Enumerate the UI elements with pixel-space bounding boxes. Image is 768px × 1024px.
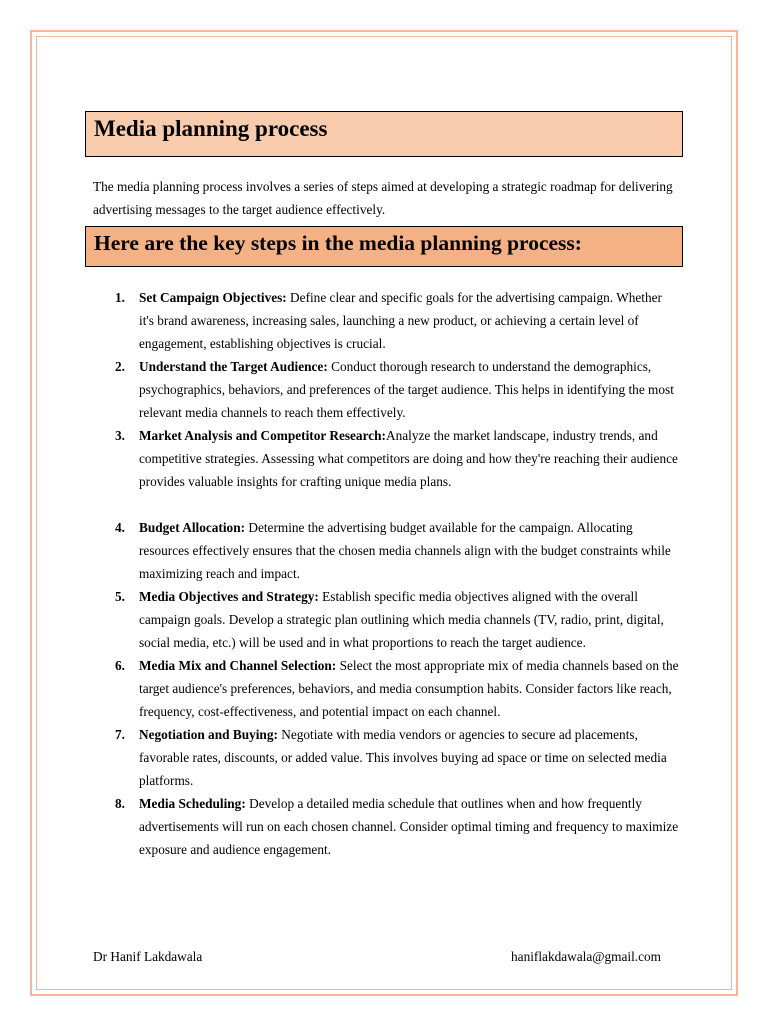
step-title: Budget Allocation: [139, 520, 246, 535]
list-item [115, 516, 679, 585]
step-text: Negotiate with media vendors or agencies to secure ad placements, favorable rates, discounts, or added value. This involves buying ad space or time on selected media platforms. [139, 727, 667, 788]
step-number: 7. [115, 727, 125, 742]
step-text: Develop a detailed media schedule that outlines when and how frequently advertisements will run on each chosen channel. Consider optimal timing and frequency to maximize exposure and audience engagement. [139, 796, 679, 857]
document-title: Media planning process [85, 111, 683, 157]
step-title: Market Analysis and Competitor Research: [139, 428, 386, 443]
step-title: Negotiation and Buying: [139, 727, 278, 742]
step-text: Define clear and specific goals for the advertising campaign. Whether it's brand awareness, increasing sales, launching a new product, or achieving a certain level of engagement, establishing objectives is crucial. [139, 290, 662, 351]
list-item [115, 723, 679, 792]
footer-author: Dr Hanif Lakdawala [93, 949, 203, 964]
step-text: Select the most appropriate mix of media channels based on the target audience's preferences, behaviors, and media consumption habits. Consider factors like reach, frequency, cost-effectiveness, and potential impact on each channel. [139, 658, 679, 719]
list-item [115, 355, 679, 424]
step-text: Determine the advertising budget available for the campaign. Allocating resources effectively ensures that the chosen media channels align with the budget constraints while maximizing reach and impact. [139, 520, 671, 581]
step-number: 2. [115, 359, 125, 374]
list-item [115, 654, 679, 723]
step-number: 5. [115, 589, 125, 604]
step-title: Set Campaign Objectives: [139, 290, 287, 305]
step-title: Media Objectives and Strategy: [139, 589, 319, 604]
list-item [115, 792, 679, 861]
step-number: 3. [115, 428, 125, 443]
step-number: 1. [115, 290, 125, 305]
list-item [115, 424, 679, 493]
section-heading: Here are the key steps in the media planning process: [85, 226, 683, 267]
list-item [115, 585, 679, 654]
step-title: Media Mix and Channel Selection: [139, 658, 337, 673]
steps-list [115, 286, 679, 861]
step-number: 6. [115, 658, 125, 673]
step-title: Media Scheduling: [139, 796, 246, 811]
step-title: Understand the Target Audience: [139, 359, 328, 374]
list-item [115, 286, 679, 355]
intro-paragraph: The media planning process involves a series of steps aimed at developing a strategic roadmap for delivering advertising messages to the target audience effectively. [93, 179, 673, 217]
step-number: 4. [115, 520, 125, 535]
footer-email: haniflakdawala@gmail.com [511, 949, 661, 964]
step-text: Establish specific media objectives aligned with the overall campaign goals. Develop a strategic plan outlining which media channels (TV, radio, print, digital, social media, etc.) will be used and in what proportions to reach the target audience. [139, 589, 664, 650]
step-text: Conduct thorough research to understand the demographics, psychographics, behaviors, and preferences of the target audience. This helps in identifying the most relevant media channels to reach them effectively. [139, 359, 674, 420]
step-number: 8. [115, 796, 125, 811]
step-text: Analyze the market landscape, industry trends, and competitive strategies. Assessing what competitors are doing and how they're reaching their audience provides valuable insights for crafting unique media plans. [139, 428, 678, 489]
